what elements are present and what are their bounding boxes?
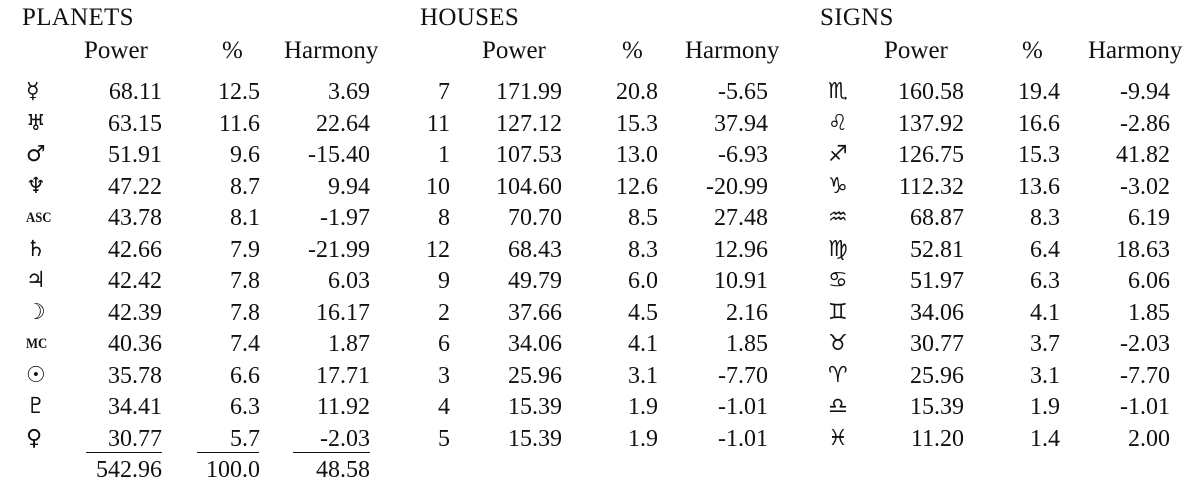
taurus-icon: ♉: [828, 331, 848, 356]
neptune-icon: ♆: [26, 173, 46, 199]
cancer-icon: ♋: [828, 268, 848, 293]
virgo-icon: ♍: [828, 236, 848, 262]
planets-total-harmony: 48.58: [316, 457, 370, 483]
house-number: 5: [438, 425, 450, 452]
planet-harmony: 9.94: [328, 173, 370, 200]
aries-icon: ♈: [828, 362, 848, 388]
house-power: 171.99: [496, 79, 562, 105]
house-power: 104.60: [496, 173, 562, 200]
signs-harmony-header: Harmony: [1088, 37, 1183, 64]
planet-harmony: -15.40: [308, 142, 370, 168]
planets-power-header: Power: [84, 37, 148, 64]
planet-pct: 7.9: [230, 236, 260, 263]
planet-power: 42.66: [108, 236, 162, 263]
planet-harmony: 22.64: [316, 110, 370, 137]
planet-harmony: -2.03: [320, 425, 370, 452]
house-power: 68.43: [508, 236, 562, 263]
planet-power: 40.36: [108, 331, 162, 357]
planet-harmony: 16.17: [316, 299, 370, 326]
gemini-icon: ♊: [828, 299, 848, 325]
house-number: 3: [438, 362, 450, 389]
house-harmony: 10.91: [714, 268, 768, 294]
planet-pct: 8.1: [230, 205, 260, 231]
sign-pct: 4.1: [1030, 299, 1060, 326]
planets-harmony-header: Harmony: [284, 37, 379, 64]
planets-total-pct: 100.0: [206, 457, 260, 483]
sign-harmony: 41.82: [1116, 142, 1170, 168]
planets-pct-header: %: [222, 37, 243, 64]
mars-icon: ♂: [26, 142, 46, 167]
sign-harmony: 6.19: [1128, 205, 1170, 231]
sign-harmony: -2.86: [1120, 110, 1170, 137]
sagittarius-icon: ♐: [828, 142, 848, 167]
planets-total-power: 542.96: [96, 457, 162, 483]
planet-power: 30.77: [108, 425, 162, 452]
sign-power: 34.06: [910, 299, 964, 326]
planet-harmony: 1.87: [328, 331, 370, 357]
signs-power-header: Power: [884, 37, 948, 64]
planet-harmony: 17.71: [316, 362, 370, 389]
planet-power: 35.78: [108, 362, 162, 389]
sign-harmony: 2.00: [1128, 425, 1170, 452]
planet-pct: 11.6: [218, 110, 260, 137]
house-harmony: -6.93: [718, 142, 768, 168]
planet-power: 34.41: [108, 394, 162, 420]
house-power: 49.79: [508, 268, 562, 294]
planet-harmony: 11.92: [316, 394, 370, 420]
house-harmony: -7.70: [718, 362, 768, 389]
house-harmony: -1.01: [718, 425, 768, 452]
sign-harmony: -2.03: [1120, 331, 1170, 357]
house-power: 107.53: [496, 142, 562, 168]
house-number: 1: [438, 142, 450, 168]
sign-power: 52.81: [910, 236, 964, 263]
house-number: 2: [438, 299, 450, 326]
house-harmony: 1.85: [726, 331, 768, 357]
house-pct: 1.9: [628, 394, 658, 420]
planet-pct: 9.6: [230, 142, 260, 168]
sign-harmony: -1.01: [1120, 394, 1170, 420]
planet-power: 42.42: [108, 268, 162, 294]
house-number: 8: [438, 205, 450, 231]
house-power: 37.66: [508, 299, 562, 326]
house-power: 15.39: [508, 394, 562, 420]
sign-power: 160.58: [898, 79, 964, 105]
sign-power: 51.97: [910, 268, 964, 294]
house-pct: 13.0: [616, 142, 658, 168]
signs-pct-header: %: [1022, 37, 1043, 64]
house-harmony: 27.48: [714, 205, 768, 231]
uranus-icon: ♅: [26, 110, 46, 136]
planet-power: 43.78: [108, 205, 162, 231]
house-number: 6: [438, 331, 450, 357]
aquarius-icon: ♒: [828, 205, 848, 230]
planet-power: 51.91: [108, 142, 162, 168]
sign-pct: 6.4: [1030, 236, 1060, 263]
house-pct: 8.3: [628, 236, 658, 263]
house-number: 7: [438, 79, 450, 105]
houses-pct-header: %: [622, 37, 643, 64]
houses-harmony-header: Harmony: [685, 37, 780, 64]
planet-harmony: -21.99: [308, 236, 370, 263]
planet-pct: 5.7: [230, 425, 260, 452]
sign-power: 25.96: [910, 362, 964, 389]
planet-harmony: 3.69: [328, 79, 370, 105]
houses-title: HOUSES: [420, 4, 520, 31]
planet-pct: 12.5: [218, 79, 260, 105]
house-power: 15.39: [508, 425, 562, 452]
capricorn-icon: ♑: [828, 173, 848, 199]
sign-power: 11.20: [910, 425, 964, 452]
pluto-icon: ♇: [26, 394, 46, 419]
planet-power: 63.15: [108, 110, 162, 137]
planet-pct: 6.6: [230, 362, 260, 389]
sign-pct: 1.4: [1030, 425, 1060, 452]
saturn-icon: ♄: [26, 236, 46, 262]
house-number: 11: [426, 110, 450, 137]
house-harmony: 37.94: [714, 110, 768, 137]
planet-pct: 7.8: [230, 299, 260, 326]
mercury-icon: ☿: [26, 79, 40, 104]
sign-harmony: -3.02: [1120, 173, 1170, 200]
sign-pct: 16.6: [1018, 110, 1060, 137]
house-number: 10: [426, 173, 450, 200]
house-pct: 12.6: [616, 173, 658, 200]
sign-power: 15.39: [910, 394, 964, 420]
sign-pct: 8.3: [1030, 205, 1060, 231]
house-pct: 15.3: [616, 110, 658, 137]
house-pct: 3.1: [628, 362, 658, 389]
sign-power: 137.92: [898, 110, 964, 137]
house-pct: 8.5: [628, 205, 658, 231]
sign-power: 126.75: [898, 142, 964, 168]
signs-title: SIGNS: [820, 4, 894, 31]
signs-section: [800, 0, 1200, 494]
sign-harmony: 18.63: [1116, 236, 1170, 263]
midheaven-icon: MC: [26, 336, 48, 352]
house-pct: 6.0: [628, 268, 658, 294]
scorpio-icon: ♏: [828, 79, 848, 104]
table-row: [400, 421, 800, 457]
sign-power: 68.87: [910, 205, 964, 231]
sign-harmony: 1.85: [1128, 299, 1170, 326]
house-power: 34.06: [508, 331, 562, 357]
planets-title: PLANETS: [22, 4, 134, 31]
house-harmony: -1.01: [718, 394, 768, 420]
house-harmony: -5.65: [718, 79, 768, 105]
house-pct: 20.8: [616, 79, 658, 105]
houses-power-header: Power: [482, 37, 546, 64]
house-pct: 4.5: [628, 299, 658, 326]
planet-harmony: 6.03: [328, 268, 370, 294]
jupiter-icon: ♃: [26, 268, 46, 293]
leo-icon: ♌: [828, 110, 848, 136]
sign-pct: 19.4: [1018, 79, 1060, 105]
pisces-icon: ♓: [828, 425, 848, 451]
house-harmony: 12.96: [714, 236, 768, 263]
house-power: 70.70: [508, 205, 562, 231]
sign-pct: 15.3: [1018, 142, 1060, 168]
planet-pct: 8.7: [230, 173, 260, 200]
sign-pct: 6.3: [1030, 268, 1060, 294]
sign-pct: 13.6: [1018, 173, 1060, 200]
house-power: 127.12: [496, 110, 562, 137]
house-number: 12: [426, 236, 450, 263]
planet-power: 68.11: [108, 79, 162, 105]
planets-section: [0, 0, 400, 494]
planet-power: 42.39: [108, 299, 162, 326]
sign-power: 30.77: [910, 331, 964, 357]
moon-icon: ☽: [26, 299, 46, 325]
house-harmony: -20.99: [706, 173, 768, 200]
sign-harmony: 6.06: [1128, 268, 1170, 294]
sign-power: 112.32: [898, 173, 964, 200]
planet-pct: 7.4: [230, 331, 260, 357]
ascendant-icon: ASC: [26, 210, 52, 226]
house-pct: 4.1: [628, 331, 658, 357]
house-number: 9: [438, 268, 450, 294]
sun-icon: ☉: [26, 362, 46, 388]
table-row: [800, 421, 1200, 457]
planet-power: 47.22: [108, 173, 162, 200]
sign-harmony: -7.70: [1120, 362, 1170, 389]
house-power: 25.96: [508, 362, 562, 389]
house-pct: 1.9: [628, 425, 658, 452]
sign-pct: 1.9: [1030, 394, 1060, 420]
planet-pct: 7.8: [230, 268, 260, 294]
planet-pct: 6.3: [230, 394, 260, 420]
planet-harmony: -1.97: [320, 205, 370, 231]
houses-section: [400, 0, 800, 494]
sign-pct: 3.1: [1030, 362, 1060, 389]
libra-icon: ♎: [828, 394, 848, 419]
sign-harmony: -9.94: [1120, 79, 1170, 105]
venus-icon: ♀: [26, 425, 43, 451]
house-harmony: 2.16: [726, 299, 768, 326]
house-number: 4: [438, 394, 450, 420]
sign-pct: 3.7: [1030, 331, 1060, 357]
